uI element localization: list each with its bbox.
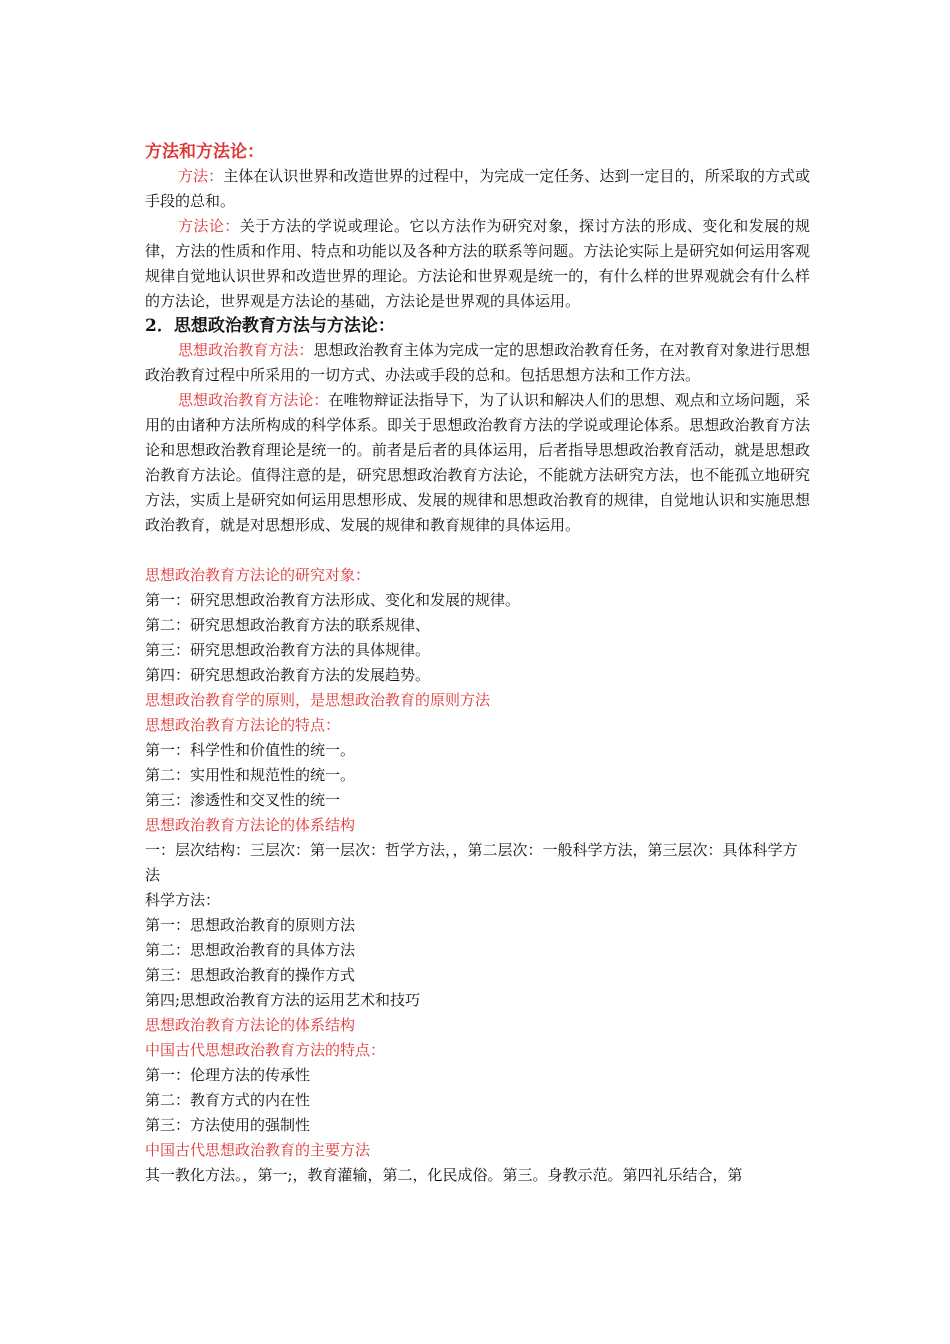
note-line: 其一教化方法。，第一;，教育灌输，第二，化民成俗。第三。身教示范。第四礼乐结合，第	[145, 1166, 743, 1184]
definition-methodology	[145, 214, 810, 314]
note-line: 第三：研究思想政治教育方法的具体规律。	[145, 641, 431, 659]
note-line: 思想政治教育学的原则，是思想政治教育的原则方法	[145, 691, 491, 709]
definition-ideological-method	[145, 338, 810, 388]
definition-text: 关于方法的学说或理论。它以方法作为研究对象，探讨方法的形成、变化和发展的规律，方法的性质和作用、特点和功能以及各种方法的联系等问题。方法论实际上是研究如何运用客观规律自觉地认识世界和改造世界的理论。方法论和世界观是统一的，有什么样的世界观就会有什么样的方法论，世界观是方法论的基础，方法论是世界观的具体运用。	[145, 217, 810, 310]
note-line: 第三：方法使用的强制性	[145, 1116, 311, 1134]
section-heading-ideological-method: 2．思想政治教育方法与方法论：	[145, 316, 395, 336]
note-line: 中国古代思想政治教育方法的特点：	[145, 1041, 386, 1059]
blank-line	[145, 538, 810, 563]
note-line: 思想政治教育方法论的体系结构	[145, 1016, 356, 1034]
definition-text: 在唯物辩证法指导下，为了认识和解决人们的思想、观点和立场问题，采用的由诸种方法所构成的科学体系。即关于思想政治教育方法的学说或理论体系。思想政治教育方法论和思想政治教育理论是统一的。前者是后者的具体运用，后者指导思想政治教育活动，就是思想政治教育方法论。值得注意的是，研究思想政治教育方法论，不能就方法研究方法，也不能孤立地研究方法，实质上是研究如何运用思想形成、发展的规律和思想政治教育的规律，自觉地认识和实施思想政治教育，就是对思想形成、发展的规律和教育规律的具体运用。	[145, 391, 810, 534]
note-line: 思想政治教育方法论的体系结构	[145, 816, 356, 834]
note-line: 一：层次结构：三层次：第一层次：哲学方法，，第二层次：一般科学方法，第三层次：具体科学方法	[145, 841, 798, 884]
term-label: 方法：	[178, 167, 224, 185]
definition-text: 主体在认识世界和改造世界的过程中，为完成一定任务、达到一定目的，所采取的方式或手段的总和。	[145, 167, 810, 210]
note-line: 第一：伦理方法的传承性	[145, 1066, 311, 1084]
note-line: 第一：研究思想政治教育方法形成、变化和发展的规律。	[145, 591, 521, 609]
note-line: 第三：渗透性和交叉性的统一	[145, 791, 341, 809]
note-line: 第四：研究思想政治教育方法的发展趋势。	[145, 666, 431, 684]
term-label: 思想政治教育方法论：	[178, 391, 329, 409]
note-line: 第三：思想政治教育的操作方式	[145, 966, 356, 984]
note-line: 第四;思想政治教育方法的运用艺术和技巧	[145, 991, 421, 1009]
page-content	[145, 140, 810, 1188]
section-heading-method: 方法和方法论：	[145, 142, 264, 162]
notes-list	[145, 563, 810, 1188]
term-label: 方法论：	[178, 217, 240, 235]
note-line: 第一：思想政治教育的原则方法	[145, 916, 356, 934]
note-line: 第一：科学性和价值性的统一。	[145, 741, 356, 759]
note-line: 第二：教育方式的内在性	[145, 1091, 311, 1109]
definition-ideological-methodology	[145, 388, 810, 538]
note-line: 第二：研究思想政治教育方法的联系规律、	[145, 616, 431, 634]
note-line: 思想政治教育方法论的研究对象：	[145, 566, 371, 584]
note-line: 第二：思想政治教育的具体方法	[145, 941, 356, 959]
note-line: 思想政治教育方法论的特点：	[145, 716, 341, 734]
note-line: 中国古代思想政治教育的主要方法	[145, 1141, 371, 1159]
definition-method	[145, 164, 810, 214]
term-label: 思想政治教育方法：	[178, 341, 314, 359]
definition-text: 思想政治教育主体为完成一定的思想政治教育任务，在对教育对象进行思想政治教育过程中所采用的一切方式、办法或手段的总和。包括思想方法和工作方法。	[145, 341, 810, 384]
note-line: 第二：实用性和规范性的统一。	[145, 766, 356, 784]
note-line: 科学方法：	[145, 891, 221, 909]
